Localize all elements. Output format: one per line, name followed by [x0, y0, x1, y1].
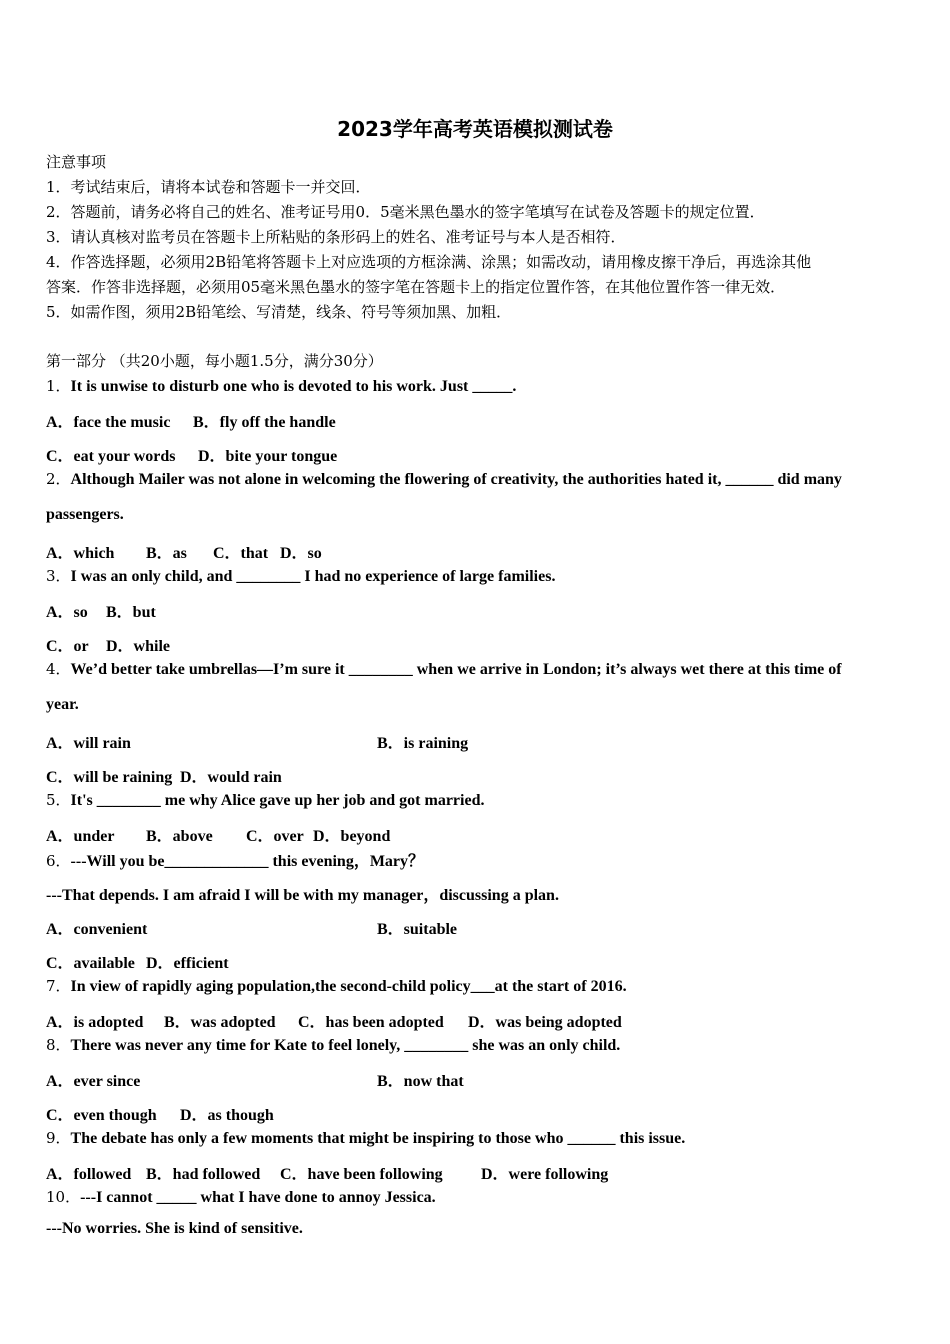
notice-heading: 注意事项 — [46, 153, 107, 171]
question-number: 3． — [46, 567, 71, 585]
option-a: A．will rain — [46, 735, 131, 752]
option-c: C．have been following — [280, 1166, 443, 1183]
option-b: B．as — [146, 545, 187, 562]
option-d: D．would rain — [180, 769, 282, 786]
option-c: C．eat your words — [46, 448, 176, 465]
option-a: A．is adopted — [46, 1014, 144, 1031]
question-7 — [46, 975, 627, 996]
question-number: 2． — [46, 470, 71, 488]
option-c: C．will be raining — [46, 769, 173, 786]
question-4 — [46, 658, 842, 679]
question-stem: We’d better take umbrellas—I’m sure it ________ when we arrive in London; it’s always wet there at this time of — [70, 661, 842, 678]
option-a: A．so — [46, 604, 88, 621]
notice-item: 2．答题前，请务必将自己的姓名、准考证号用0．5毫米黑色墨水的签字笔填写在试卷及答题卡的规定位置． — [46, 203, 765, 221]
option-d: D．beyond — [313, 828, 391, 845]
option-d: D．was being adopted — [468, 1014, 622, 1031]
section-heading: 第一部分 （共20小题，每小题1.5分，满分30分） — [46, 352, 383, 370]
option-a: A．which — [46, 545, 115, 562]
option-d: D．while — [106, 638, 171, 655]
option-c: C．available — [46, 955, 135, 972]
question-10 — [46, 1186, 436, 1207]
notice-item: 4．作答选择题，必须用2B铅笔将答题卡上对应选项的方框涂满、涂黑；如需改动，请用橡皮擦干净后，再选涂其他 — [46, 253, 812, 271]
option-a: A．face the music — [46, 414, 171, 431]
question-8 — [46, 1034, 620, 1055]
question-5 — [46, 789, 484, 810]
option-c: C．has been adopted — [298, 1014, 444, 1031]
notice-item: 1．考试结束后，请将本试卷和答题卡一并交回． — [46, 178, 371, 196]
option-d: D．bite your tongue — [198, 448, 338, 465]
option-a: A．under — [46, 828, 115, 845]
option-a: A．followed — [46, 1166, 132, 1183]
question-number: 5． — [46, 791, 71, 809]
option-b: B．above — [146, 828, 213, 845]
option-b: B．suitable — [377, 921, 458, 938]
option-d: D．were following — [481, 1166, 609, 1183]
question-9 — [46, 1127, 685, 1148]
question-stem: I was an only child, and ________ I had no experience of large families. — [70, 568, 556, 585]
option-b: B．fly off the handle — [193, 414, 336, 431]
option-b: B．had followed — [146, 1166, 261, 1183]
question-6 — [46, 848, 424, 871]
option-a: A．ever since — [46, 1073, 141, 1090]
question-stem: It's ________ me why Alice gave up her job and got married. — [70, 792, 485, 809]
option-d: D．efficient — [146, 955, 229, 972]
question-number: 4． — [46, 660, 71, 678]
question-1 — [46, 375, 516, 396]
notice-item: 3．请认真核对监考员在答题卡上所粘贴的条形码上的姓名、准考证号与本人是否相符． — [46, 228, 626, 246]
notice-item: 答案．作答非选择题，必须用05毫米黑色墨水的签字笔在答题卡上的指定位置作答，在其他位置作答一律无效． — [46, 278, 786, 296]
question-stem-continued: year. — [46, 696, 79, 713]
option-b: B．was adopted — [164, 1014, 276, 1031]
option-d: D．as though — [180, 1107, 274, 1124]
question-3 — [46, 565, 555, 586]
question-stem: ---I cannot _____ what I have done to annoy Jessica. — [80, 1189, 436, 1206]
question-stem: In view of rapidly aging population,the second-child policy___at the start of 2016. — [70, 978, 627, 995]
option-d: D．so — [280, 545, 322, 562]
question-stem-continued: ---No worries. She is kind of sensitive. — [46, 1220, 303, 1237]
notice-item: 5．如需作图，须用2B铅笔绘、写清楚，线条、符号等须加黑、加粗． — [46, 303, 512, 321]
option-c: C．or — [46, 638, 89, 655]
question-stem: Although Mailer was not alone in welcoming the flowering of creativity, the authorities hated it, ______ did many — [70, 471, 842, 488]
option-c: C．that — [213, 545, 269, 562]
question-stem: ---Will you be_____________ this evening，Mary？ — [70, 853, 425, 870]
option-c: C．over — [246, 828, 304, 845]
option-c: C．even though — [46, 1107, 157, 1124]
question-stem: It is unwise to disturb one who is devoted to his work. Just _____. — [70, 378, 517, 395]
question-stem-continued: passengers. — [46, 506, 124, 523]
question-number: 1． — [46, 377, 71, 395]
option-b: B．now that — [377, 1073, 464, 1090]
question-number: 7． — [46, 977, 71, 995]
question-number: 10． — [46, 1188, 81, 1206]
question-number: 9． — [46, 1129, 71, 1147]
question-number: 8． — [46, 1036, 71, 1054]
question-stem-continued: ---That depends. I am afraid I will be with my manager，discussing a plan. — [46, 887, 559, 904]
page-title: 2023学年高考英语模拟测试卷 — [337, 117, 613, 141]
question-number: 6． — [46, 852, 71, 870]
option-b: B．is raining — [377, 735, 469, 752]
question-stem: The debate has only a few moments that might be inspiring to those who ______ this issue. — [70, 1130, 686, 1147]
question-stem: There was never any time for Kate to feel lonely, ________ she was an only child. — [70, 1037, 621, 1054]
question-2 — [46, 468, 842, 489]
option-a: A．convenient — [46, 921, 148, 938]
option-b: B．but — [106, 604, 156, 621]
